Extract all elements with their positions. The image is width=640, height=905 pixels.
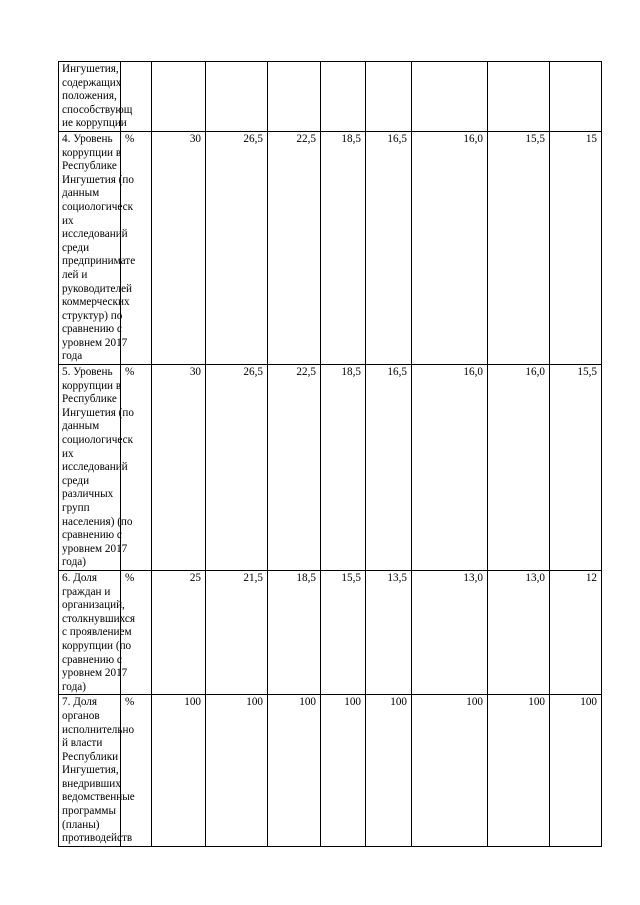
indicator-label-line: их <box>62 447 74 460</box>
indicator-label-line: уровнем 2017 <box>62 542 128 555</box>
indicator-label-line: уровнем 2017 <box>62 667 128 680</box>
indicator-label-line: данным <box>62 420 100 433</box>
indicator-label-line: способствующ <box>62 103 133 116</box>
value-cell: 15,5 <box>321 570 366 694</box>
indicator-label-line: среди <box>62 241 90 254</box>
indicator-label-line: ие коррупции <box>62 117 127 130</box>
indicator-label-line: сравнению с <box>62 323 122 336</box>
indicator-label-cell <box>59 62 133 132</box>
indicator-label-cell <box>59 131 136 364</box>
value-cell: 15 <box>550 131 602 364</box>
indicator-label-line: положения, <box>62 90 117 103</box>
value-cell: 13,5 <box>366 570 412 694</box>
value-cell: 100 <box>488 695 550 847</box>
value-cell: 16,0 <box>488 365 550 571</box>
indicator-label-line: столкнувшихся <box>62 612 136 625</box>
unit-cell: % <box>121 695 152 847</box>
value-cell: 16,5 <box>366 365 412 571</box>
value-cell: 15,5 <box>488 131 550 364</box>
indicator-label-line: предпринимате <box>62 255 136 268</box>
indicator-label-line: 7. Доля <box>62 696 97 709</box>
value-cell: 18,5 <box>321 365 366 571</box>
indicator-label-line: Ингушетия, <box>62 63 119 75</box>
value-cell: 25 <box>152 570 206 694</box>
indicator-label-line: Ингушетия, <box>62 764 119 777</box>
value-cell: 30 <box>152 365 206 571</box>
indicator-label-line: структур) по <box>62 309 123 322</box>
indicator-label-line: исполнительно <box>62 723 135 736</box>
value-cell: 100 <box>412 695 488 847</box>
value-cell: 100 <box>206 695 268 847</box>
indicator-label-line: их <box>62 214 74 227</box>
indicator-label-line: групп <box>62 502 90 514</box>
value-cell: 21,5 <box>206 570 268 694</box>
value-cell: 18,5 <box>268 570 321 694</box>
indicator-label-line: Республике <box>62 160 117 173</box>
table-row <box>59 695 602 847</box>
indicator-label-line: граждан и <box>62 585 111 598</box>
indicator-label-line: руководителей <box>62 282 133 295</box>
indicator-label-line: 4. Уровень <box>62 132 113 145</box>
value-cell <box>321 62 366 132</box>
indicator-label-line: сравнению с <box>62 653 122 666</box>
indicator-label-line: коммерческих <box>62 296 130 309</box>
indicator-label-line: года <box>62 350 83 363</box>
value-cell: 100 <box>321 695 366 847</box>
value-cell: 22,5 <box>268 131 321 364</box>
table-row <box>59 570 602 694</box>
value-cell <box>488 62 550 132</box>
value-cell: 30 <box>152 131 206 364</box>
indicator-label-line: года) <box>62 556 86 569</box>
unit-cell: % <box>121 570 152 694</box>
indicator-label-line: содержащих <box>62 76 122 89</box>
indicator-label-line: Ингушетия (по <box>62 406 134 419</box>
table-row <box>59 131 602 364</box>
indicator-label-cell <box>59 570 136 694</box>
value-cell: 16,5 <box>366 131 412 364</box>
indicator-label-line: Ингушетия (по <box>62 173 134 186</box>
value-cell <box>268 62 321 132</box>
indicator-label-line: населения) (по <box>62 515 133 528</box>
indicator-label-line: й власти <box>62 737 103 750</box>
indicator-label-line: коррупции в <box>62 379 122 392</box>
indicator-label-line: Республике <box>62 393 117 406</box>
indicator-label-line: исследований <box>62 228 128 241</box>
value-cell: 26,5 <box>206 131 268 364</box>
indicator-label-line: среди <box>62 474 90 487</box>
indicator-label-line: (планы) <box>62 818 100 831</box>
indicator-label-line: различных <box>62 488 114 501</box>
indicator-label-cell <box>59 695 135 847</box>
value-cell <box>550 62 602 132</box>
indicator-label-line: с проявлением <box>62 626 132 639</box>
indicator-label-line: организаций, <box>62 599 125 612</box>
indicator-label-line: уровнем 2017 <box>62 336 128 349</box>
table-row <box>59 365 602 571</box>
unit-cell: % <box>121 365 152 571</box>
value-cell: 100 <box>550 695 602 847</box>
value-cell: 13,0 <box>488 570 550 694</box>
table-row <box>59 62 602 132</box>
indicator-label-line: социологическ <box>62 434 134 447</box>
value-cell: 26,5 <box>206 365 268 571</box>
indicator-label-line: социологическ <box>62 200 134 213</box>
indicator-label-line: органов <box>62 709 100 722</box>
unit-cell: % <box>121 131 152 364</box>
value-cell <box>206 62 268 132</box>
table-body <box>59 62 602 847</box>
indicator-label-line: ведомственные <box>62 791 135 804</box>
indicator-label-line: 6. Доля <box>62 571 97 584</box>
indicator-label-line: сравнению с <box>62 529 122 542</box>
indicator-label-line: противодейств <box>62 832 133 845</box>
indicator-label-line: исследований <box>62 461 128 474</box>
indicator-label-line: коррупции в <box>62 146 122 159</box>
value-cell: 16,0 <box>412 365 488 571</box>
indicator-label-line: коррупции (по <box>62 639 132 652</box>
value-cell: 100 <box>268 695 321 847</box>
value-cell: 18,5 <box>321 131 366 364</box>
indicator-label-line: 5. Уровень <box>62 366 113 379</box>
value-cell: 12 <box>550 570 602 694</box>
value-cell <box>152 62 206 132</box>
indicator-label-line: Республики <box>62 750 119 763</box>
indicator-label-line: данным <box>62 187 100 200</box>
indicator-label-line: программы <box>62 805 116 818</box>
value-cell: 15,5 <box>550 365 602 571</box>
indicators-table <box>58 61 602 847</box>
indicator-label-line: года) <box>62 680 86 693</box>
value-cell <box>366 62 412 132</box>
value-cell: 16,0 <box>412 131 488 364</box>
value-cell <box>412 62 488 132</box>
value-cell: 13,0 <box>412 570 488 694</box>
value-cell: 100 <box>366 695 412 847</box>
value-cell: 22,5 <box>268 365 321 571</box>
indicator-label-cell <box>59 365 134 571</box>
indicator-label-line: лей и <box>62 268 88 281</box>
value-cell: 100 <box>152 695 206 847</box>
indicator-label-line: внедривших <box>62 777 121 790</box>
